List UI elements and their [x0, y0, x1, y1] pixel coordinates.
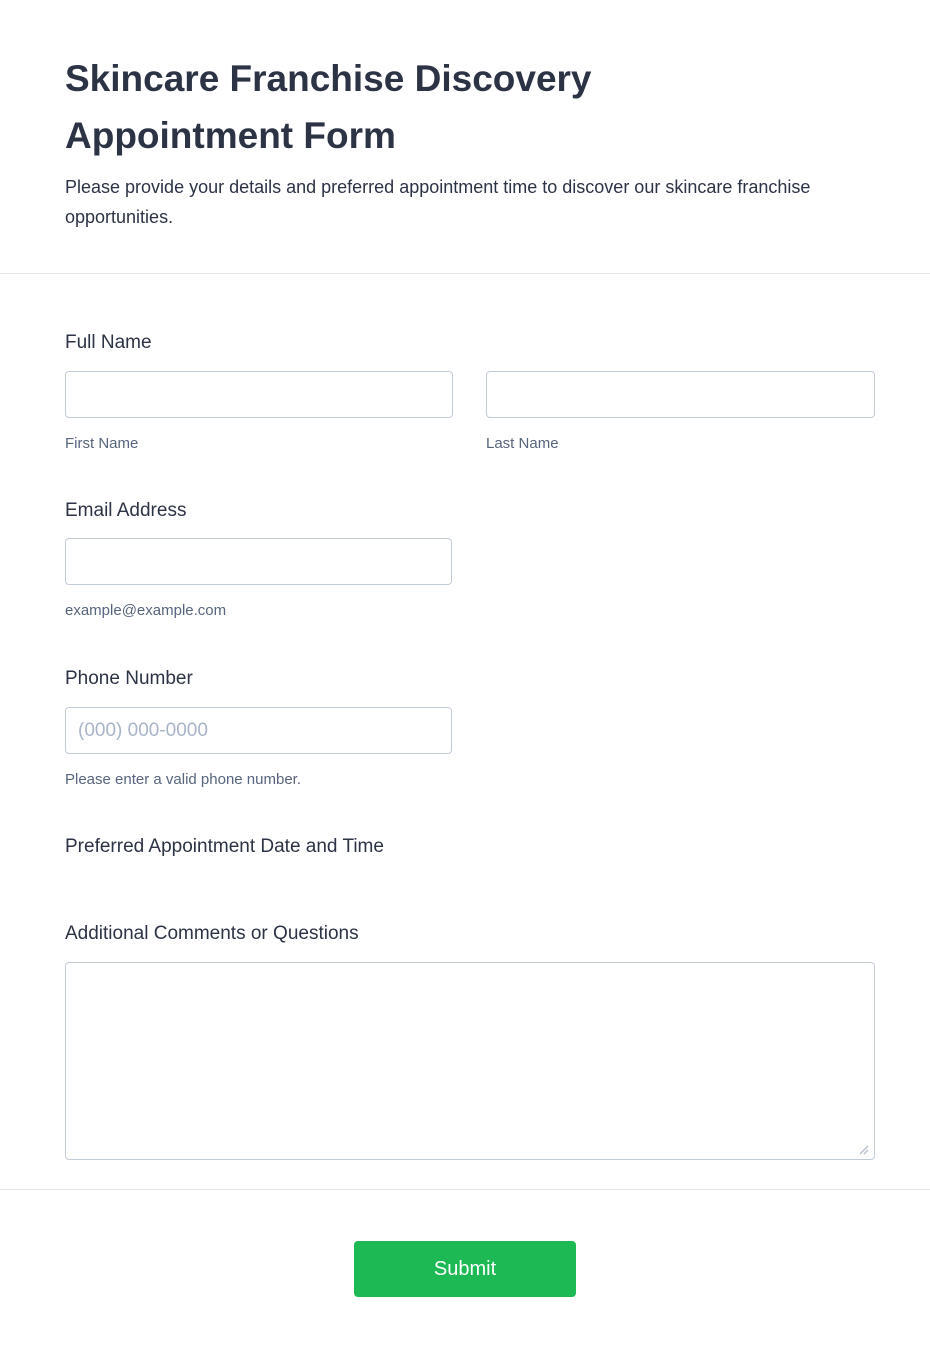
page-title: Skincare Franchise Discovery Appointment Form [65, 58, 592, 156]
first-name-input[interactable] [65, 371, 453, 418]
field-comments [65, 921, 875, 1160]
comments-label: Additional Comments or Questions [65, 923, 359, 944]
last-name-sublabel: Last Name [486, 435, 559, 452]
form-header [0, 0, 930, 274]
last-name-input[interactable] [486, 371, 875, 418]
appointment-datetime-label: Preferred Appointment Date and Time [65, 836, 384, 857]
email-input[interactable] [65, 538, 452, 585]
phone-input[interactable] [65, 707, 452, 754]
name-row [65, 371, 875, 453]
first-name-sublabel: First Name [65, 435, 139, 452]
field-phone [65, 666, 875, 789]
full-name-label: Full Name [65, 332, 152, 353]
form-subtitle: Please provide your details and preferred appointment time to discover our skincare franchise opportunities. [65, 177, 811, 227]
resize-handle-icon[interactable] [857, 1142, 869, 1154]
appointment-datetime-widget-area [65, 860, 875, 895]
submit-section [0, 1198, 930, 1348]
phone-label: Phone Number [65, 668, 193, 689]
field-full-name [65, 330, 875, 453]
comments-textarea[interactable] [65, 962, 875, 1160]
field-appointment-datetime [65, 834, 875, 895]
field-email [65, 498, 875, 620]
form-body [0, 330, 930, 1160]
email-label: Email Address [65, 500, 187, 521]
phone-sublabel: Please enter a valid phone number. [65, 771, 301, 788]
first-name-column [65, 371, 453, 453]
submit-button[interactable]: Submit [354, 1241, 576, 1297]
footer-divider [0, 1189, 930, 1190]
email-sublabel: example@example.com [65, 602, 227, 619]
comments-textarea-wrap [65, 962, 875, 1160]
last-name-column [486, 371, 875, 453]
